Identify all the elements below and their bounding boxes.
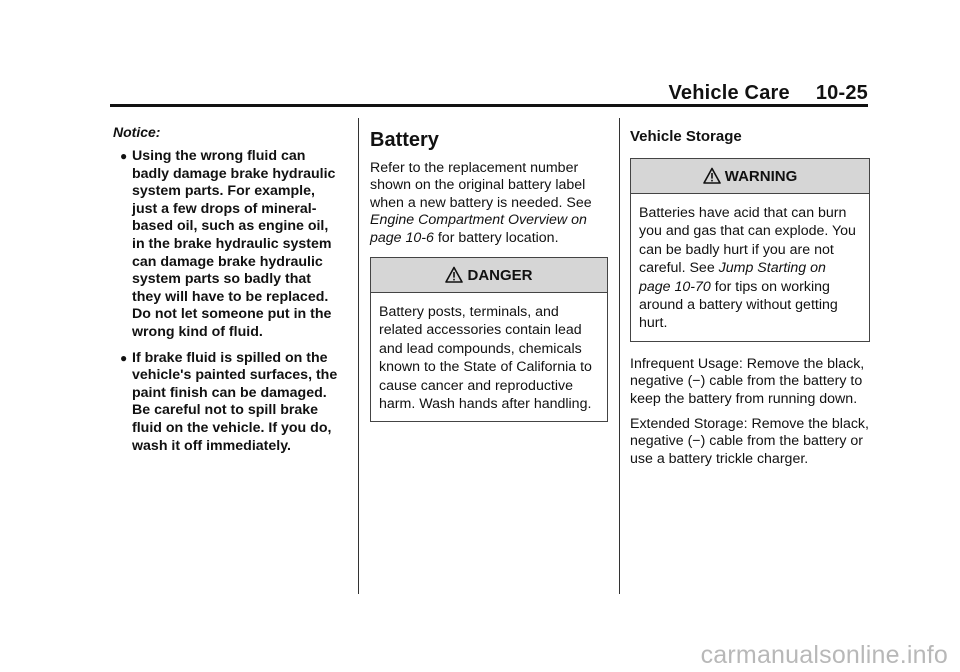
danger-text: Battery posts, terminals, and related accessories contain lead and lead compounds, chemicals known to the State of California to cause cancer and reproductive harm. Wash hands after handling. bbox=[379, 304, 592, 413]
header-rule bbox=[110, 104, 868, 107]
notice-item-2 bbox=[110, 350, 342, 456]
column-divider-1 bbox=[358, 118, 359, 594]
storage-heading: Vehicle Storage bbox=[630, 128, 742, 145]
running-header bbox=[668, 82, 868, 105]
notice-list bbox=[110, 148, 342, 455]
section-title: Vehicle Care bbox=[668, 82, 790, 104]
warning-header bbox=[631, 159, 869, 194]
danger-header bbox=[371, 258, 607, 293]
warning-box bbox=[630, 158, 870, 342]
column-divider-2 bbox=[619, 118, 620, 594]
notice-item-1 bbox=[110, 148, 342, 342]
battery-text: Refer to the replacement number shown on the original battery label when a new battery is needed. See bbox=[370, 160, 592, 211]
jump-starting-link[interactable]: Jump Starting on page 10-70 bbox=[639, 260, 826, 295]
engine-compartment-link[interactable]: Engine Compartment Overview on page 10-6 bbox=[370, 212, 587, 246]
danger-label: DANGER bbox=[467, 266, 533, 284]
infrequent-usage-paragraph: Infrequent Usage: Remove the black, negative (−) cable from the battery to keep the battery from running down. bbox=[630, 355, 865, 407]
page-header bbox=[110, 82, 868, 104]
notice-item-text: Using the wrong fluid can badly damage brake hydraulic system parts. For example, just a few drops of mineral-based oil, such as engine oil, in the brake hydraulic system can damage brake hydraulic system parts so badly that they will have to be replaced. Do not let someone put in the wrong kind of fluid. bbox=[132, 148, 336, 340]
extended-storage-paragraph: Extended Storage: Remove the black, negative (−) cable from the battery or use a battery trickle charger. bbox=[630, 416, 869, 467]
notice-label: Notice: bbox=[113, 124, 161, 140]
warning-text bbox=[631, 194, 869, 341]
danger-box bbox=[370, 257, 608, 422]
battery-text-end: for battery location. bbox=[437, 229, 559, 246]
warning-triangle-icon bbox=[703, 167, 721, 185]
bullet-icon: ● bbox=[120, 149, 128, 163]
battery-paragraph bbox=[370, 160, 608, 247]
bullet-icon: ● bbox=[120, 350, 128, 365]
watermark: carmanualsonline.info bbox=[700, 641, 948, 669]
warning-text-start: Batteries have acid that can burn you and gas that can explode. You can be badly hurt if you are not careful. See bbox=[639, 205, 856, 277]
column-storage bbox=[630, 124, 870, 476]
page-number: 10-25 bbox=[815, 82, 868, 104]
warning-triangle-icon bbox=[445, 266, 463, 284]
column-battery bbox=[370, 124, 608, 422]
warning-text-end: for tips on working around a battery without getting hurt. bbox=[639, 278, 838, 332]
column-notice bbox=[110, 124, 342, 463]
warning-label: WARNING bbox=[724, 167, 798, 185]
notice-item-text: If brake fluid is spilled on the vehicle's painted surfaces, the paint finish can be damaged. Be careful not to spill brake fluid on the vehicle. If you do, wash it off immediately. bbox=[132, 349, 338, 454]
battery-heading: Battery bbox=[370, 129, 439, 151]
